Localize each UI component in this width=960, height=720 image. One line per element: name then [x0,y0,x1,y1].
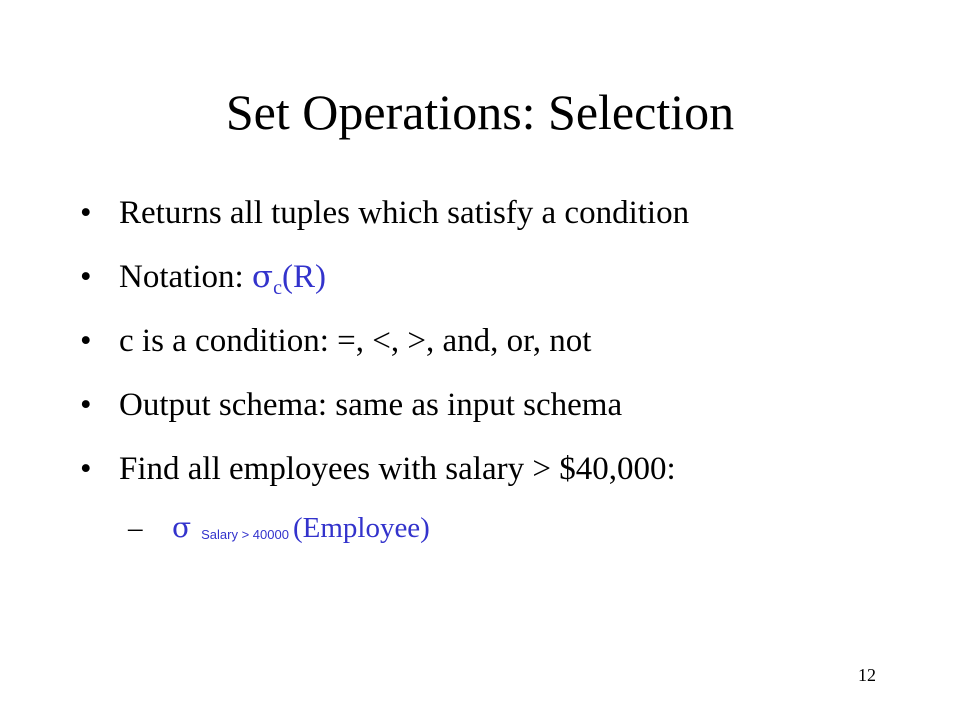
selection-condition-subscript: c [273,277,282,299]
bullet-text: c is a condition: =, <, >, and, or, not [119,323,592,359]
bullet-marker: • [80,387,92,423]
notation-formula [251,259,326,299]
notation-label: Notation: [119,259,252,295]
sub-bullet-item [80,506,940,562]
bullet-item [80,378,940,442]
bullet-marker: • [80,451,92,487]
sub-bullet-marker: – [128,512,143,544]
bullet-item [80,442,940,506]
bullet-marker: • [80,259,92,295]
slide-title: Set Operations: Selection [225,84,735,140]
bullet-text: Returns all tuples which satisfy a condition [119,195,690,231]
bullet-item [80,250,940,314]
relation-argument: (R) [281,259,326,295]
bullet-text: Output schema: same as input schema [119,387,623,423]
selection-condition-subscript: Salary > 40000 [201,526,289,542]
bullet-item [80,186,940,250]
page-number: 12 [858,665,876,685]
sigma-symbol: σ [172,511,192,544]
sigma-symbol: σ [251,259,274,295]
bullet-list [80,186,940,562]
bullet-marker: • [80,323,92,359]
bullet-marker: • [80,195,92,231]
bullet-text [119,250,326,315]
bullet-item [80,314,940,378]
selection-example-formula [172,506,430,557]
bullet-text: Find all employees with salary > $40,000: [119,451,676,487]
relation-argument: (Employee) [292,512,430,544]
